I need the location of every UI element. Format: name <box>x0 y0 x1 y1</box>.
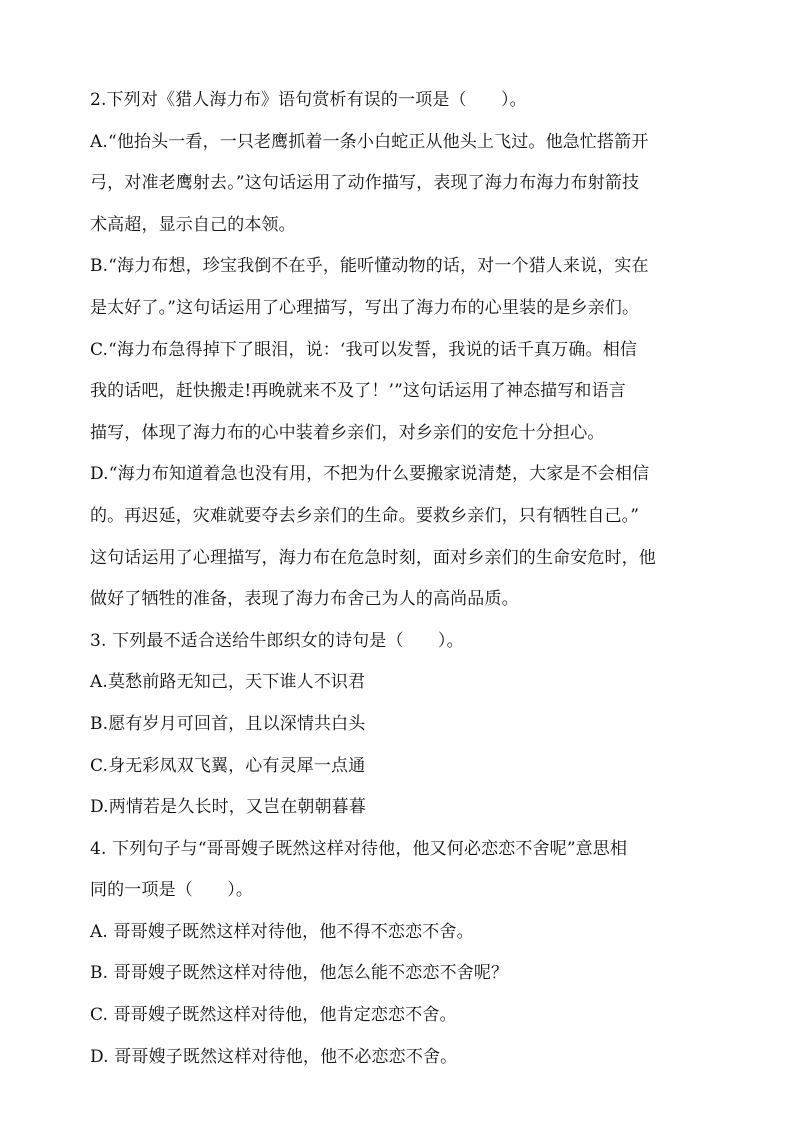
document-page <box>90 80 706 1078</box>
question-2-option-a-line-3: 术高超，显示自己的本领。 <box>90 214 296 235</box>
question-4-option-c: C. 哥哥嫂子既然这样对待他，他肯定恋恋不舍。 <box>90 1005 457 1026</box>
question-3-option-a: A.莫愁前路无知己，天下谁人不识君 <box>90 672 366 693</box>
question-2-option-d-line-1: D.“海力布知道着急也没有用，不把为什么要搬家说清楚，大家是不会相信 <box>90 464 650 485</box>
question-3-option-d: D.两情若是久长时，又岂在朝朝暮暮 <box>90 797 366 818</box>
question-2-option-c-line-3: 描写，体现了海力布的心中装着乡亲们，对乡亲们的安危十分担心。 <box>90 422 605 443</box>
question-4-stem-line-1: 4. 下列句子与“哥哥嫂子既然这样对待他，他又何必恋恋不舍呢”意思相 <box>90 838 628 859</box>
question-2-option-d-line-3: 这句话运用了心理描写，海力布在危急时刻，面对乡亲们的生命安危时，他 <box>90 547 656 568</box>
question-4-option-d: D. 哥哥嫂子既然这样对待他，他不必恋恋不舍。 <box>90 1046 458 1067</box>
question-2-option-c-line-2: 我的话吧，赶快搬走!再晚就来不及了！’”这句话运用了神态描写和语言 <box>90 381 626 402</box>
question-2-option-c-line-1: C.“海力布急得掉下了眼泪，说：‘我可以发誓，我说的话千真万确。相信 <box>90 339 637 360</box>
question-2-option-d-line-2: 的。再迟延，灾难就要夺去乡亲们的生命。要救乡亲们，只有牺牲自己。” <box>90 505 640 526</box>
question-3-option-b: B.愿有岁月可回首，且以深情共白头 <box>90 713 366 734</box>
question-2-option-b-line-1: B.“海力布想，珍宝我倒不在乎，能听懂动物的话，对一个猎人来说，实在 <box>90 256 649 277</box>
question-2-option-d-line-4: 做好了牺牲的准备，表现了海力布舍己为人的高尚品质。 <box>90 589 519 610</box>
question-4-option-a: A. 哥哥嫂子既然这样对待他，他不得不恋恋不舍。 <box>90 921 474 942</box>
question-3-option-c: C.身无彩凤双飞翼，心有灵犀一点通 <box>90 755 366 776</box>
question-2-option-b-line-2: 是太好了。”这句话运用了心理描写，写出了海力布的心里装的是乡亲们。 <box>90 297 640 318</box>
question-2-option-a-line-1: A.“他抬头一看，一只老鹰抓着一条小白蛇正从他头上飞过。他急忙搭箭开 <box>90 131 649 152</box>
question-2-stem: 2.下列对《猎人海力布》语句赏析有误的一项是（ ）。 <box>90 90 527 110</box>
question-4-stem-line-2: 同的一项是（ ）。 <box>90 880 253 901</box>
question-3-stem: 3. 下列最不适合送给牛郎织女的诗句是（ ）。 <box>90 630 464 651</box>
question-2-option-a-line-2: 弓，对准老鹰射去。”这句话运用了动作描写，表现了海力布海力布射箭技 <box>90 173 640 194</box>
question-4-option-b: B. 哥哥嫂子既然这样对待他，他怎么能不恋恋不舍呢？ <box>90 963 509 984</box>
